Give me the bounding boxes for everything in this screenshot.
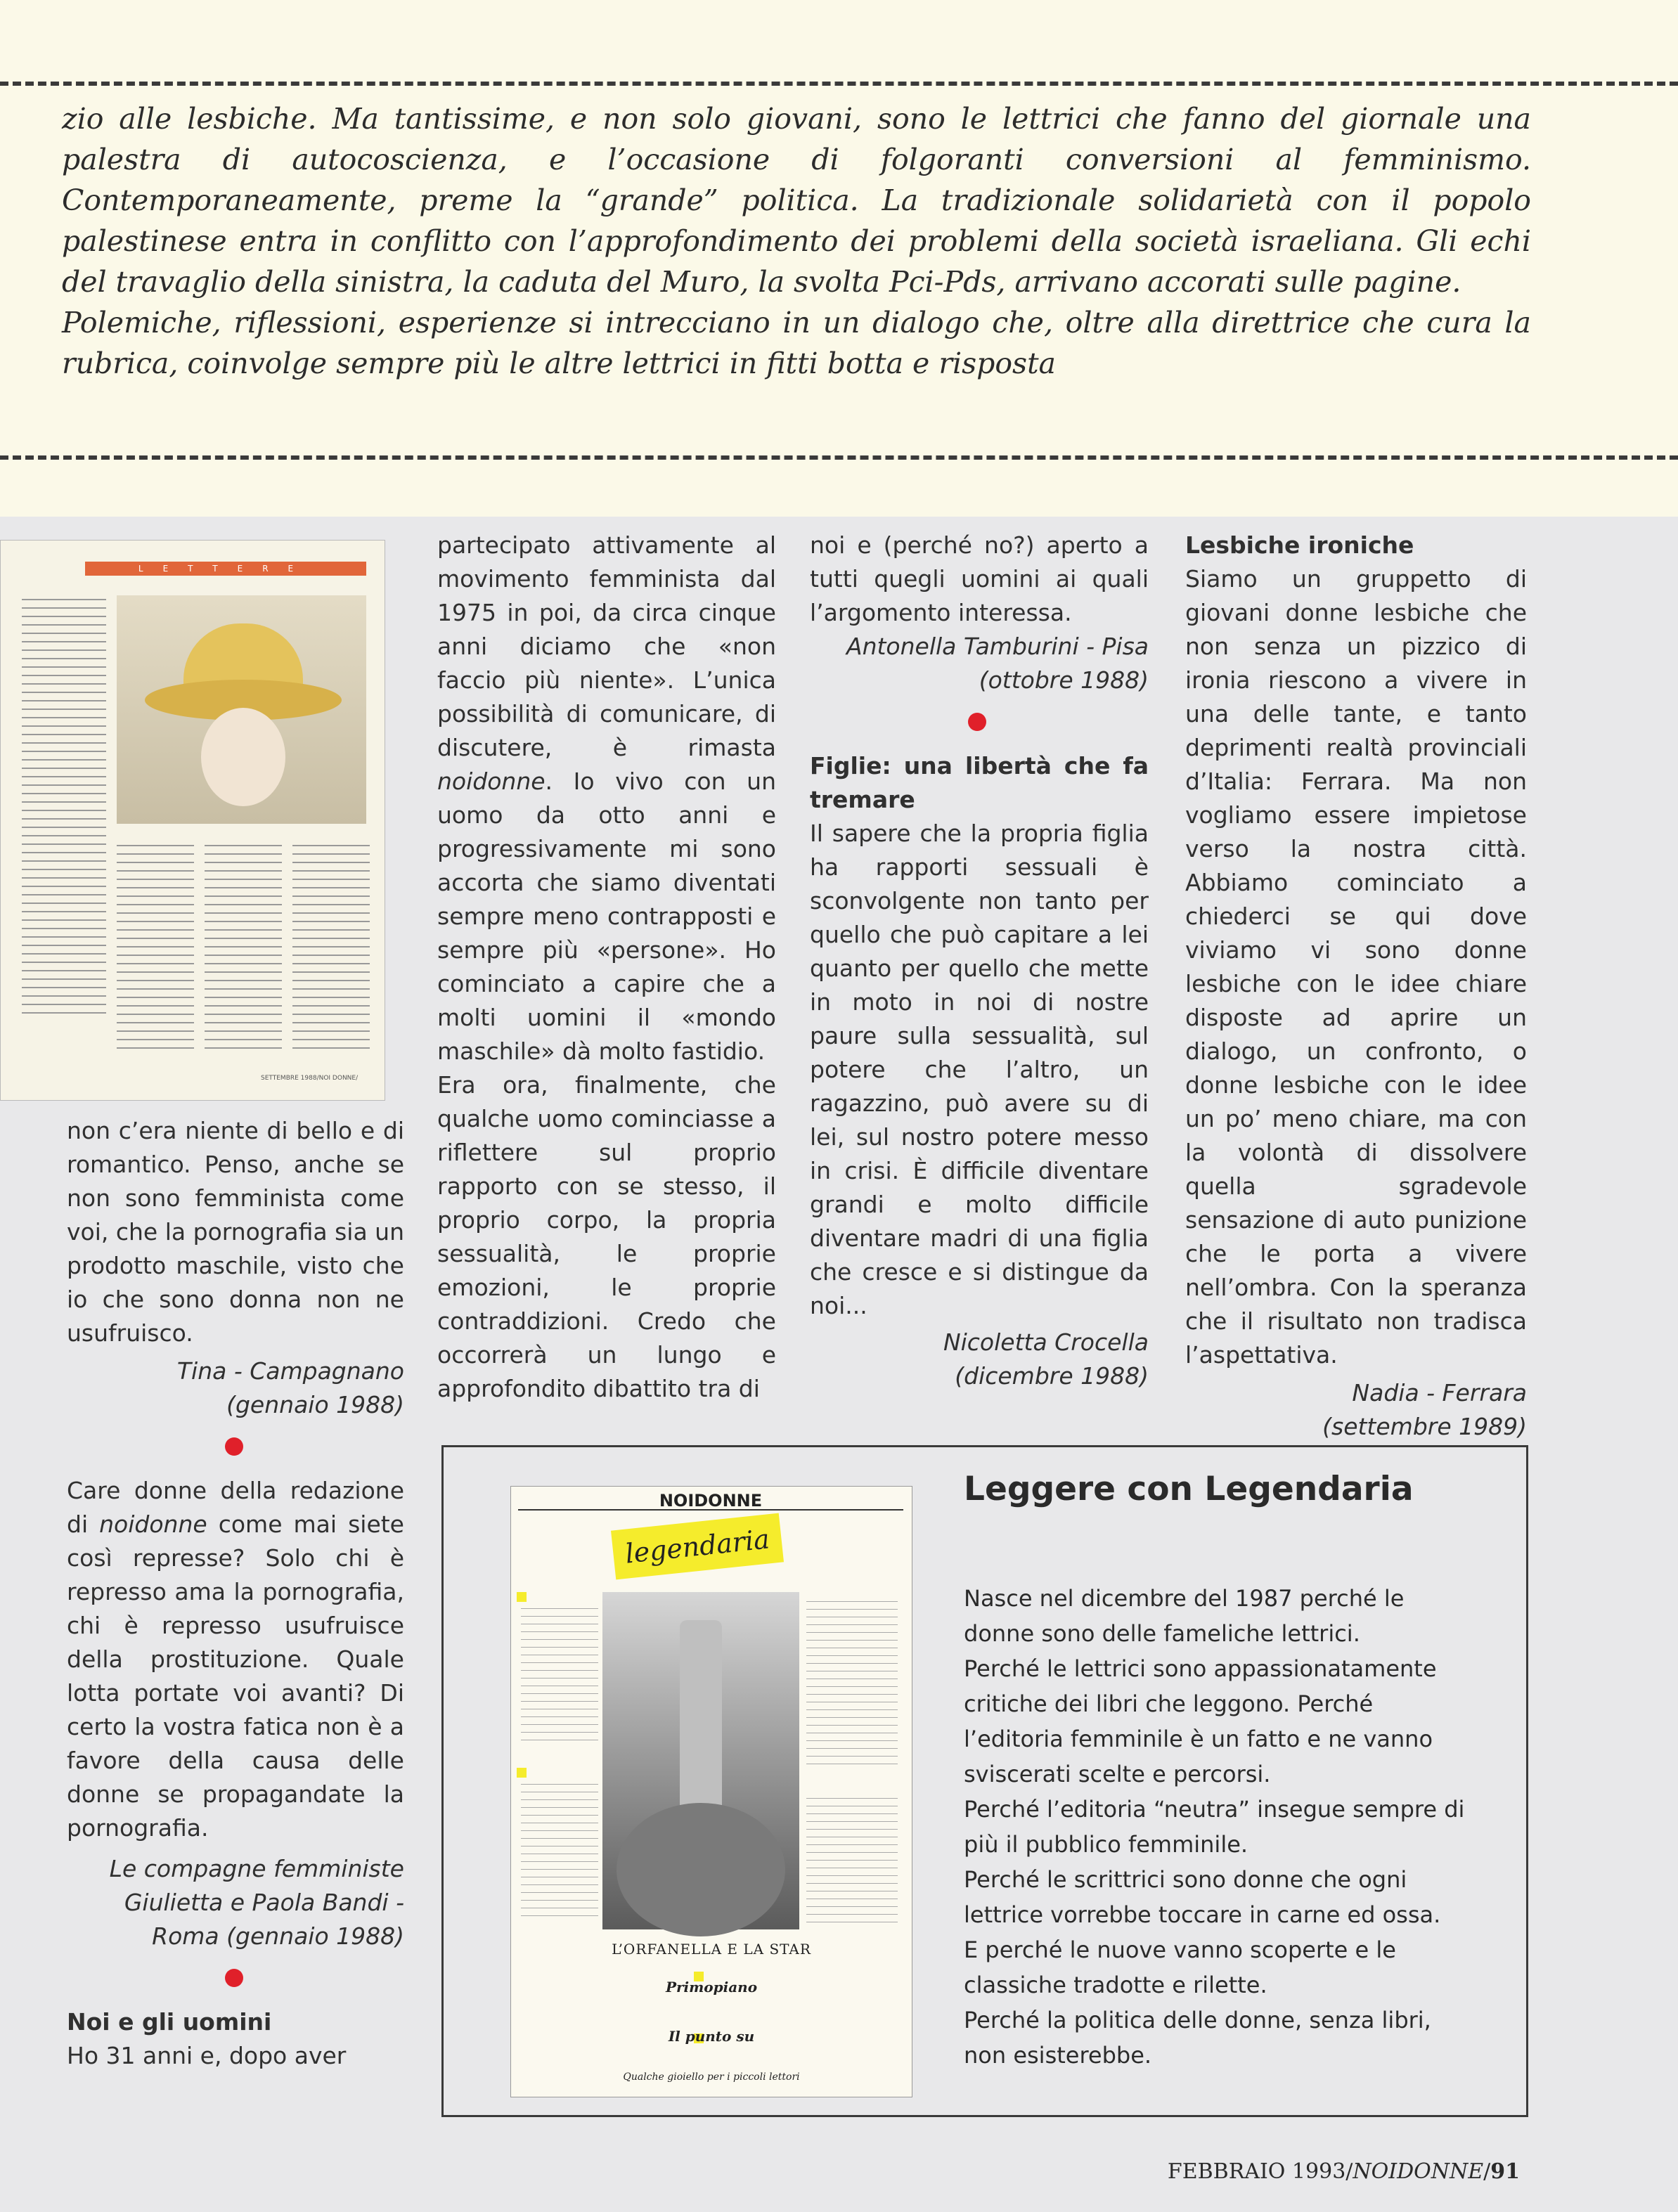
woman-with-hat-photo: [117, 595, 366, 824]
intro-paragraph: zio alle lesbiche. Ma tantissime, e non solo giovani, sono le lettrici che fanno del giornale una palestra di autocoscienza, e l’occasione di folgoranti conversioni al femminismo. Contemporaneamente, preme la “grande” politica. La tradizionale solidarietà con il popolo palestinese entra in conflitto con l’approfondimento dei problemi della società israeliana. Gli echi del travaglio della sinistra, la caduta del Muro, la svolta Pci-Pds, arrivano accorati sulle pagine.: [62, 102, 1531, 299]
cover-text-column: [806, 1599, 898, 1768]
footer-date: FEBBRAIO 1993/: [1167, 2159, 1353, 2184]
letter-text-part: Care donne della redazione di: [67, 1477, 404, 1538]
page-footer: [1168, 2159, 1520, 2184]
letter-date: Roma (gennaio 1988): [152, 1922, 404, 1950]
letter-heading: Lesbiche ironiche: [1185, 531, 1414, 559]
letter-text: Era ora, finalmente, che qualche uomo cominciasse a riflettere sul proprio rapporto con se stesso, il proprio corpo, la propria sessualità, le proprie emozioni, le proprie contraddizioni. Credo che occorrerà un lungo e approfondito dibattito tra di: [437, 1071, 776, 1402]
legendaria-title: Leggere con Legendaria: [964, 1470, 1414, 1508]
legendaria-line: Perché l’editoria “neutra” insegue sempre di più il pubblico femminile.: [964, 1796, 1465, 1858]
yellow-marker-icon: [517, 1592, 527, 1602]
letter-date: (dicembre 1988): [955, 1362, 1149, 1390]
cover-text-column: [521, 1782, 598, 1922]
magazine-name: noidonne: [437, 768, 546, 795]
red-bullet-icon: [225, 1969, 243, 1987]
letter-signature: Nadia - Ferrara: [1352, 1379, 1527, 1406]
column-3: [810, 529, 1149, 1393]
cover-headline: L’ORFANELLA E LA STAR: [612, 1941, 811, 1958]
letter-text-part: . Io vivo con un uomo da otto anni e progressivamente mi sono accorta che siamo diventati sempre meno contrapposti e sempre più «persone». Ho cominciato a capire che a molti uomini il «mondo maschile» dà molto fastidio.: [437, 768, 776, 1065]
bottom-dashed-rule: [0, 455, 1678, 460]
cover-text-column: [806, 1796, 898, 1922]
footer-separator: /: [1483, 2159, 1491, 2184]
cover-footer-line: Qualche gioiello per i piccoli lettori: [623, 2071, 800, 2083]
intro-paragraph: Polemiche, riflessioni, esperienze si intrecciano in un dialogo che, oltre alla direttrice che cura la rubrica, coinvolge sempre più le altre lettrici in fitti botta e risposta: [62, 306, 1531, 380]
letter-text-part: partecipato attivamente al movimento femminista dal 1975 in poi, da circa cinque anni diciamo che «non faccio più niente». L’unica possibilità di comunicare, di discutere, è rimasta: [437, 531, 776, 761]
letter-signature: Antonella Tamburini - Pisa: [846, 633, 1149, 660]
letter-text: Ho 31 anni e, dopo aver: [67, 2042, 347, 2069]
magazine-name: noidonne: [99, 1511, 207, 1538]
letter-signature: Le compagne femministe: [109, 1855, 404, 1882]
letter-text: noi e (perché no?) aperto a tutti quegli uomini ai quali l’argomento interessa.: [810, 531, 1149, 626]
cover-photo: [602, 1592, 799, 1929]
footer-magazine: NOIDONNE: [1353, 2159, 1484, 2184]
letter-text: Il sapere che la propria figlia ha rapporti sessuali è sconvolgente non tanto per quello che può capitare a lei quanto per quello che mette in moto in noi di nostre paure sulla sessualità, sul potere che l’altro, un ragazzino, può avere su di lei, sul nostro potere messo in crisi. È difficile diventare grandi e molto difficile diventare madri di una figlia che cresce e si distingue da noi...: [810, 820, 1149, 1319]
letter-text: non c’era niente di bello e di romantico. Penso, anche se non sono femminista come voi, che la pornografia sia un prodotto maschile, visto che io che sono donna non ne usufruisco.: [67, 1117, 404, 1347]
thumbnail-text-column: [22, 597, 106, 1018]
thumbnail-text-column: [117, 843, 194, 1054]
legendaria-text: [964, 1581, 1477, 2073]
column-2: [437, 529, 776, 1406]
page-number: 91: [1490, 2159, 1520, 2184]
cover-masthead: NOIDONNE: [518, 1491, 903, 1511]
legs-figure-icon: [680, 1620, 722, 1831]
letter-date: (settembre 1989): [1322, 1413, 1527, 1440]
column-4: [1185, 529, 1527, 1444]
legendaria-logo: legendaria: [611, 1513, 784, 1580]
thumbnail-caption: SETTEMBRE 1988/NOI DONNE/: [261, 1075, 359, 1082]
letter-text: Siamo un gruppetto di giovani donne lesbiche che non senza un pizzico di ironia riescono a vivere in una delle tante, e tanto deprimenti realtà provinciali d’Italia: Ferrara. Ma non vogliamo essere impietose verso la nostra città. Abbiamo cominciato a chiederci se qui dove viviamo vi sono donne lesbiche con le idee chiare disposte ad aprire un dialogo, un confronto, o donne lesbiche con le idee un po’ meno chiare, ma con la volontà di dissolvere quella sgradevole sensazione di auto punizione che le porta a vivere nell’ombra. Con la speranza che il risultato non tradisca l’aspettativa.: [1185, 565, 1527, 1369]
legendaria-line: Perché le scrittrici sono donne che ogni lettrice vorrebbe toccare in carne ed ossa.: [964, 1866, 1441, 1928]
cover-section: Primopiano: [665, 1979, 758, 1996]
legendaria-line: Perché la politica delle donne, senza libri, non esisterebbe.: [964, 2007, 1431, 2069]
letter-heading: Figlie: una libertà che fa tremare: [810, 752, 1149, 813]
letter-text: [67, 1474, 404, 1845]
yellow-marker-icon: [517, 1768, 527, 1778]
thumbnail-text-column: [292, 843, 370, 1054]
thumbnail-banner: LETTERE: [85, 562, 366, 576]
letter-date: (ottobre 1988): [979, 666, 1149, 694]
legendaria-line: E perché le nuove vanno scoperte e le classiche tradotte e rilette.: [964, 1936, 1396, 1998]
letters-page-thumbnail: [0, 540, 385, 1101]
legendaria-box: [441, 1445, 1528, 2117]
ball-figure-icon: [617, 1803, 785, 1936]
letter-date: (gennaio 1988): [226, 1391, 404, 1418]
column-1: [67, 1114, 404, 2073]
cover-section: Il punto su: [668, 2028, 755, 2045]
letter-heading: Noi e gli uomini: [67, 2008, 272, 2036]
legendaria-cover: [510, 1486, 912, 2097]
legendaria-line: Perché le lettrici sono appassionatamente critiche dei libri che leggono. Perché l’editoria femminile è un fatto e ne vanno sviscerati scelte e percorsi.: [964, 1655, 1437, 1787]
face-icon: [201, 708, 285, 806]
letter-signature: Nicoletta Crocella: [943, 1328, 1149, 1356]
letter-signature: Giulietta e Paola Bandi -: [124, 1889, 404, 1916]
red-bullet-icon: [968, 713, 986, 731]
letter-signature: Tina - Campagnano: [176, 1357, 404, 1385]
intro-text: [62, 98, 1531, 384]
thumbnail-text-column: [205, 843, 282, 1054]
cover-text-column: [521, 1606, 598, 1747]
letter-text: [437, 529, 776, 1068]
red-bullet-icon: [225, 1437, 243, 1456]
letter-text-part: come mai siete così represse? Solo chi è represso ama la pornografia, chi è represso usufruisce della prostituzione. Quale lotta portate voi avanti? Di certo la vostra fatica non è a favore della causa delle donne se propagandate la pornografia.: [67, 1511, 404, 1842]
legendaria-line: Nasce nel dicembre del 1987 perché le donne sono delle fameliche lettrici.: [964, 1585, 1405, 1647]
top-dashed-rule: [0, 82, 1678, 86]
